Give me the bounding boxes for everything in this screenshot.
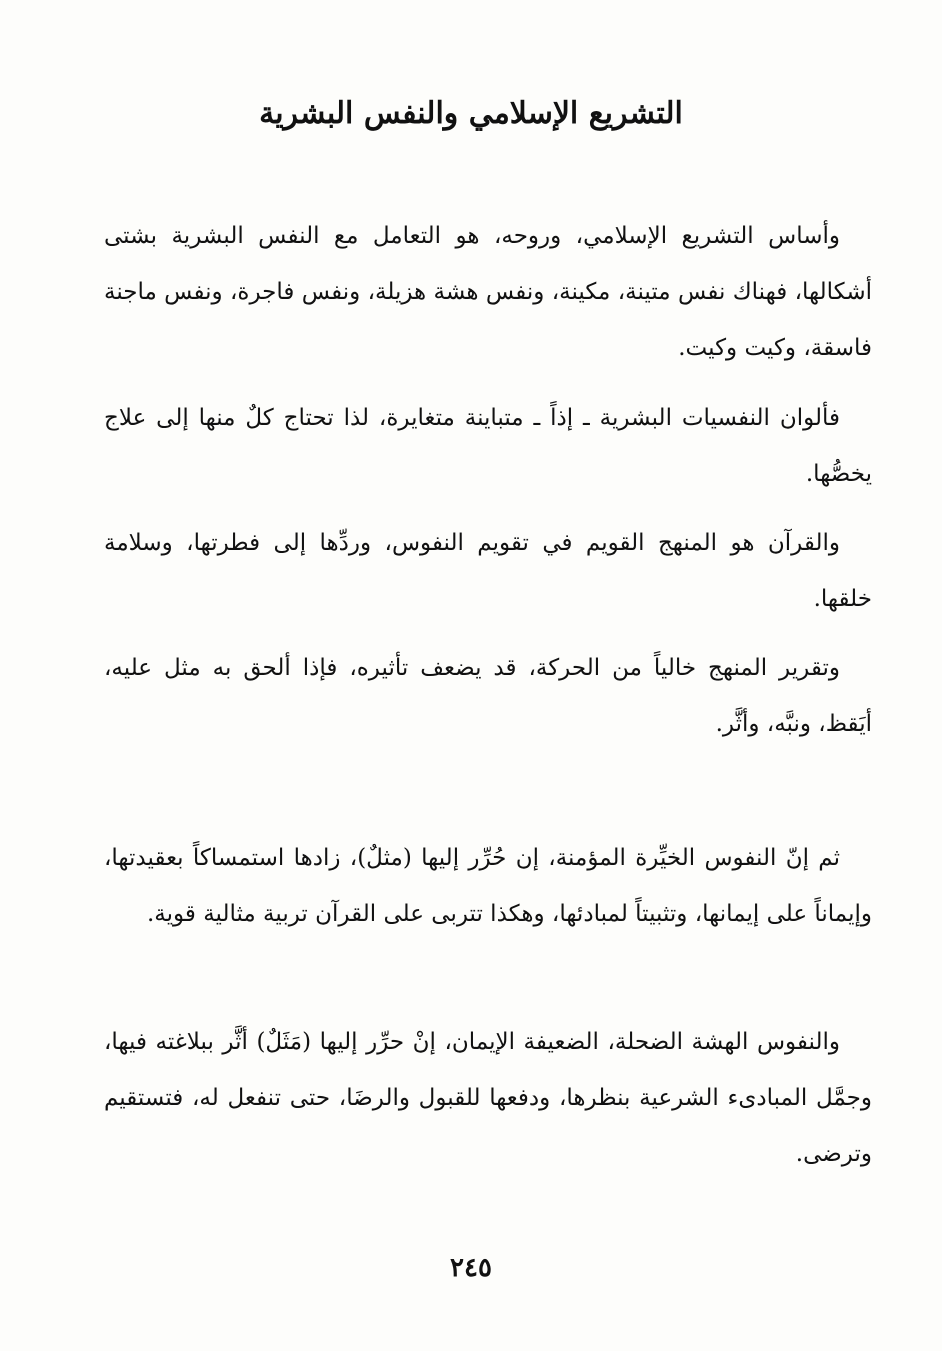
paragraph-2 — [104, 390, 872, 502]
paragraph-1-text: وأساس التشريع الإسلامي، وروحه، هو التعامل مع النفس البشرية بشتى أشكالها، فهناك نفس متينة، مكينة، ونفس هشة هزيلة، ونفس فاجرة، ونفس ماجنة فاسقة، وكيت وكيت. — [104, 223, 872, 361]
paragraph-4 — [104, 640, 872, 752]
paragraph-5-text: ثم إنّ النفوس الخيِّرة المؤمنة، إن حُرِّر إليها (مثلٌ)، زادها استمساكاً بعقيدتها، وإيماناً على إيمانها، وتثبيتاً لمبادئها، وهكذا تتربى على القرآن تربية مثالية قوية. — [104, 845, 872, 927]
paragraph-3 — [104, 515, 872, 627]
paragraph-6-text: والنفوس الهشة الضحلة، الضعيفة الإيمان، إنْ حرِّر إليها (مَثَلٌ) أثَّر ببلاغته فيها، وجمَّل المبادىء الشرعية بنظرها، ودفعها للقبول والرضَا، حتى تنفعل له، فتستقيم وترضى. — [104, 1029, 872, 1167]
paragraph-5 — [104, 830, 872, 942]
page-title: التشريع الإسلامي والنفس البشرية — [259, 96, 683, 131]
paragraph-6 — [104, 1014, 872, 1182]
paragraph-2-text: فألوان النفسيات البشرية ـ إذاً ـ متباينة متغايرة، لذا تحتاج كلٌ منها إلى علاج يخصُّها. — [104, 405, 872, 487]
page-number: ٢٤٥ — [450, 1253, 492, 1283]
paragraph-1 — [104, 208, 872, 376]
paragraph-4-text: وتقرير المنهج خالياً من الحركة، قد يضعف تأثيره، فإذا ألحق به مثل عليه، أيَقظ، ونبَّه، وأثَّر. — [104, 655, 872, 737]
paragraph-3-text: والقرآن هو المنهج القويم في تقويم النفوس، وردِّها إلى فطرتها، وسلامة خلقها. — [104, 530, 872, 612]
